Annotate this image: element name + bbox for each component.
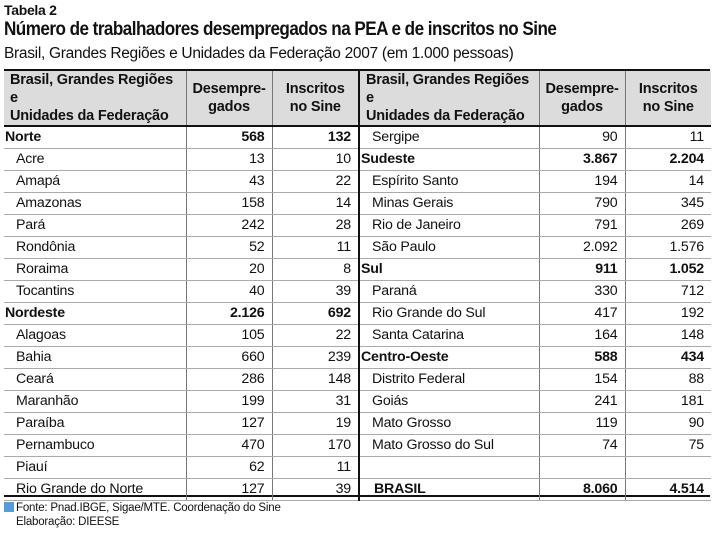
- region-row: [4, 126, 358, 149]
- desempregados-cell: 911: [539, 259, 625, 281]
- desempregados-cell: 154: [539, 369, 625, 391]
- column-header-inscritos: Inscritos no Sine: [625, 71, 711, 126]
- table-subtitle: Brasil, Grandes Regiões e Unidades da Federação 2007 (em 1.000 pessoas): [4, 45, 514, 62]
- table-row: [4, 215, 358, 237]
- table-row: [4, 149, 358, 171]
- inscritos-cell: 692: [272, 303, 358, 325]
- inscritos-cell: [625, 457, 711, 479]
- desempregados-cell: 242: [186, 215, 272, 237]
- row-name-cell: Alagoas: [4, 325, 186, 347]
- inscritos-cell: 10: [272, 149, 358, 171]
- inscritos-cell: 28: [272, 215, 358, 237]
- table-row: [4, 457, 358, 479]
- table-row: [359, 435, 711, 457]
- desempregados-cell: 2.092: [539, 237, 625, 259]
- desempregados-cell: 40: [186, 281, 272, 303]
- table-row: [359, 369, 711, 391]
- inscritos-cell: 132: [272, 126, 358, 149]
- inscritos-cell: 19: [272, 413, 358, 435]
- inscritos-cell: 181: [625, 391, 711, 413]
- region-row: [359, 347, 711, 369]
- table-row: [4, 325, 358, 347]
- desempregados-cell: 119: [539, 413, 625, 435]
- row-name-cell: Distrito Federal: [359, 369, 539, 391]
- desempregados-cell: 52: [186, 237, 272, 259]
- table-row: [4, 369, 358, 391]
- table-row: [4, 281, 358, 303]
- desempregados-cell: 791: [539, 215, 625, 237]
- table-row: [359, 237, 711, 259]
- inscritos-cell: 11: [272, 457, 358, 479]
- desempregados-cell: 20: [186, 259, 272, 281]
- inscritos-cell: 88: [625, 369, 711, 391]
- region-row: [359, 259, 711, 281]
- row-name-cell: Tocantins: [4, 281, 186, 303]
- inscritos-cell: 434: [625, 347, 711, 369]
- table-tag: Tabela 2: [4, 2, 57, 18]
- table-row: [4, 391, 358, 413]
- table-row: [4, 479, 358, 501]
- row-name-cell: Amazonas: [4, 193, 186, 215]
- row-name-cell: Maranhão: [4, 391, 186, 413]
- desempregados-cell: 470: [186, 435, 272, 457]
- column-header-region: Brasil, Grandes Regiões e Unidades da Federação: [4, 71, 186, 126]
- row-name-cell: Mato Grosso do Sul: [359, 435, 539, 457]
- row-name-cell: Espírito Santo: [359, 171, 539, 193]
- inscritos-cell: 148: [272, 369, 358, 391]
- row-name-cell: Goiás: [359, 391, 539, 413]
- desempregados-cell: 417: [539, 303, 625, 325]
- desempregados-cell: 330: [539, 281, 625, 303]
- table-row: [359, 325, 711, 347]
- table-row: [4, 237, 358, 259]
- inscritos-cell: 148: [625, 325, 711, 347]
- desempregados-cell: 660: [186, 347, 272, 369]
- inscritos-cell: 31: [272, 391, 358, 413]
- row-name-cell: Paraná: [359, 281, 539, 303]
- desempregados-cell: 588: [539, 347, 625, 369]
- desempregados-cell: 13: [186, 149, 272, 171]
- desempregados-cell: 127: [186, 413, 272, 435]
- row-name-cell: Nordeste: [4, 303, 186, 325]
- region-row: [359, 479, 711, 501]
- desempregados-cell: 286: [186, 369, 272, 391]
- inscritos-cell: 1.576: [625, 237, 711, 259]
- inscritos-cell: 712: [625, 281, 711, 303]
- inscritos-cell: 14: [272, 193, 358, 215]
- inscritos-cell: 11: [625, 126, 711, 149]
- row-name-cell: Pará: [4, 215, 186, 237]
- table-row: [4, 259, 358, 281]
- row-name-cell: Centro-Oeste: [359, 347, 539, 369]
- inscritos-cell: 2.204: [625, 149, 711, 171]
- table-row: [359, 215, 711, 237]
- table-row: [359, 126, 711, 149]
- inscritos-cell: 269: [625, 215, 711, 237]
- row-name-cell: Sul: [359, 259, 539, 281]
- row-name-cell: BRASIL: [359, 479, 539, 501]
- table-row: [4, 193, 358, 215]
- row-name-cell: São Paulo: [359, 237, 539, 259]
- desempregados-cell: 164: [539, 325, 625, 347]
- inscritos-cell: 22: [272, 325, 358, 347]
- inscritos-cell: 22: [272, 171, 358, 193]
- desempregados-cell: 241: [539, 391, 625, 413]
- row-name-cell: Ceará: [4, 369, 186, 391]
- desempregados-cell: 568: [186, 126, 272, 149]
- desempregados-cell: 194: [539, 171, 625, 193]
- row-name-cell: Mato Grosso: [359, 413, 539, 435]
- desempregados-cell: 62: [186, 457, 272, 479]
- row-name-cell: [359, 457, 539, 479]
- row-name-cell: Piauí: [4, 457, 186, 479]
- row-name-cell: Minas Gerais: [359, 193, 539, 215]
- column-header-region: Brasil, Grandes Regiões e Unidades da Federação: [359, 71, 539, 126]
- left-table: [4, 71, 358, 501]
- row-name-cell: Pernambuco: [4, 435, 186, 457]
- inscritos-cell: 11: [272, 237, 358, 259]
- desempregados-cell: 158: [186, 193, 272, 215]
- row-name-cell: Amapá: [4, 171, 186, 193]
- elaboration-note: Elaboração: DIEESE: [16, 516, 120, 528]
- desempregados-cell: 3.867: [539, 149, 625, 171]
- row-name-cell: Norte: [4, 126, 186, 149]
- row-name-cell: Rio Grande do Sul: [359, 303, 539, 325]
- inscritos-cell: 39: [272, 281, 358, 303]
- inscritos-cell: 8: [272, 259, 358, 281]
- inscritos-cell: 345: [625, 193, 711, 215]
- table-row: [359, 413, 711, 435]
- desempregados-cell: 105: [186, 325, 272, 347]
- desempregados-cell: [539, 457, 625, 479]
- inscritos-cell: 90: [625, 413, 711, 435]
- table-row: [359, 391, 711, 413]
- column-header-desempregados: Desempre- gados: [186, 71, 272, 126]
- table-row: [359, 281, 711, 303]
- table-row: [359, 171, 711, 193]
- desempregados-cell: 43: [186, 171, 272, 193]
- table-row: [359, 457, 711, 479]
- table-row: [359, 303, 711, 325]
- row-name-cell: Bahia: [4, 347, 186, 369]
- source-note: Fonte: Pnad.IBGE, Sigae/MTE. Coordenação do Sine: [16, 502, 281, 514]
- data-table: [4, 69, 710, 497]
- inscritos-cell: 75: [625, 435, 711, 457]
- inscritos-cell: 192: [625, 303, 711, 325]
- table-row: [359, 193, 711, 215]
- region-row: [359, 149, 711, 171]
- inscritos-cell: 39: [272, 479, 358, 501]
- inscritos-cell: 239: [272, 347, 358, 369]
- table-row: [4, 413, 358, 435]
- right-table: [358, 71, 711, 501]
- table-row: [4, 171, 358, 193]
- row-name-cell: Rio Grande do Norte: [4, 479, 186, 501]
- row-name-cell: Rondônia: [4, 237, 186, 259]
- table-title: Número de trabalhadores desempregados na PEA e de inscritos no Sine: [4, 19, 557, 40]
- region-row: [4, 303, 358, 325]
- table-footer: [4, 501, 281, 529]
- column-header-inscritos: Inscritos no Sine: [272, 71, 358, 126]
- row-name-cell: Paraíba: [4, 413, 186, 435]
- table-row: [4, 347, 358, 369]
- desempregados-cell: 74: [539, 435, 625, 457]
- row-name-cell: Rio de Janeiro: [359, 215, 539, 237]
- column-header-desempregados: Desempre- gados: [539, 71, 625, 126]
- source-marker-icon: [4, 502, 14, 512]
- inscritos-cell: 1.052: [625, 259, 711, 281]
- row-name-cell: Sergipe: [359, 126, 539, 149]
- inscritos-cell: 170: [272, 435, 358, 457]
- row-name-cell: Santa Catarina: [359, 325, 539, 347]
- inscritos-cell: 4.514: [625, 479, 711, 501]
- row-name-cell: Sudeste: [359, 149, 539, 171]
- desempregados-cell: 199: [186, 391, 272, 413]
- row-name-cell: Roraima: [4, 259, 186, 281]
- desempregados-cell: 8.060: [539, 479, 625, 501]
- desempregados-cell: 127: [186, 479, 272, 501]
- desempregados-cell: 90: [539, 126, 625, 149]
- inscritos-cell: 14: [625, 171, 711, 193]
- desempregados-cell: 790: [539, 193, 625, 215]
- table-row: [4, 435, 358, 457]
- row-name-cell: Acre: [4, 149, 186, 171]
- desempregados-cell: 2.126: [186, 303, 272, 325]
